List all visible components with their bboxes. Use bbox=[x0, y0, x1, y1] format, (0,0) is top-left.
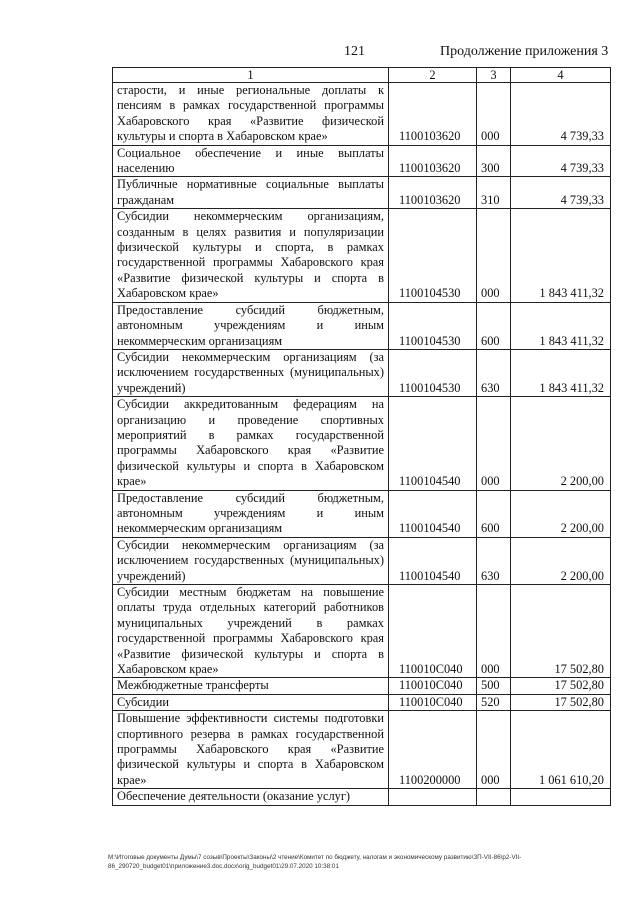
table-row bbox=[113, 209, 611, 302]
row-type: 630 bbox=[477, 349, 511, 396]
row-code: 1100103620 bbox=[389, 145, 477, 177]
table-row bbox=[113, 678, 611, 694]
row-name: Повышение эффективности системы подготовки спортивного резерва в рамках государственной программы Хабаровского края «Развитие физической культуры и спорта в Хабаровском крае» bbox=[113, 711, 389, 789]
row-type: 600 bbox=[477, 490, 511, 537]
column-header-4: 4 bbox=[511, 68, 611, 83]
row-name: Предоставление субсидий бюджетным, автономным учреждениям и иным некоммерческим организациям bbox=[113, 490, 389, 537]
row-amount: 1 843 411,32 bbox=[511, 349, 611, 396]
page-number: 121 bbox=[344, 44, 365, 59]
row-type: 000 bbox=[477, 397, 511, 490]
row-type: 000 bbox=[477, 83, 511, 146]
table-row bbox=[113, 694, 611, 710]
row-code bbox=[389, 789, 477, 805]
table-row bbox=[113, 302, 611, 349]
row-type: 000 bbox=[477, 585, 511, 678]
table-row bbox=[113, 83, 611, 146]
row-amount: 2 200,00 bbox=[511, 490, 611, 537]
row-amount: 2 200,00 bbox=[511, 397, 611, 490]
column-header-3: 3 bbox=[477, 68, 511, 83]
row-type: 520 bbox=[477, 694, 511, 710]
page-header bbox=[0, 44, 640, 64]
table-row bbox=[113, 145, 611, 177]
row-amount: 1 061 610,20 bbox=[511, 711, 611, 789]
table-row bbox=[113, 585, 611, 678]
table-row bbox=[113, 537, 611, 584]
row-code: 1100104540 bbox=[389, 397, 477, 490]
table-row bbox=[113, 349, 611, 396]
row-code: 1100103620 bbox=[389, 177, 477, 209]
row-name: Субсидии некоммерческим организациям, созданным в целях развития и популяризации физической культуры и спорта, в рамках государственной программы Хабаровского края «Развитие физической культуры и спорта в Хабаровском крае» bbox=[113, 209, 389, 302]
table-row bbox=[113, 789, 611, 805]
row-code: 1100104540 bbox=[389, 537, 477, 584]
table-row bbox=[113, 177, 611, 209]
row-amount: 4 739,33 bbox=[511, 83, 611, 146]
row-amount: 1 843 411,32 bbox=[511, 302, 611, 349]
row-code: 110010С040 bbox=[389, 694, 477, 710]
appendix-continuation-label: Продолжение приложения 3 bbox=[440, 44, 609, 59]
row-code: 1100104530 bbox=[389, 302, 477, 349]
row-code: 1100200000 bbox=[389, 711, 477, 789]
row-type: 500 bbox=[477, 678, 511, 694]
row-code: 1100104530 bbox=[389, 349, 477, 396]
table-row bbox=[113, 397, 611, 490]
table-row bbox=[113, 490, 611, 537]
row-type: 310 bbox=[477, 177, 511, 209]
row-code: 110010С040 bbox=[389, 678, 477, 694]
column-number-row bbox=[113, 68, 611, 83]
row-type: 300 bbox=[477, 145, 511, 177]
table-row bbox=[113, 711, 611, 789]
row-code: 1100103620 bbox=[389, 83, 477, 146]
row-code: 1100104540 bbox=[389, 490, 477, 537]
row-type: 000 bbox=[477, 711, 511, 789]
row-name: Субсидии аккредитованным федерациям на организацию и проведение спортивных мероприятий в рамках государственной программы Хабаровского края «Развитие физической культуры и спорта в Хабаровском крае» bbox=[113, 397, 389, 490]
row-amount: 2 200,00 bbox=[511, 537, 611, 584]
row-name: старости, и иные региональные доплаты к пенсиям в рамках государственной программы Хабаровского края «Развитие физической культуры и спорта в Хабаровском крае» bbox=[113, 83, 389, 146]
document-file-path-footer: M:\Итоговые документы Думы\7 созыв\Проекты\Законы\2 чтение\Комитет по бюджету, налогам и экономическому развитию\ЗП-VII-86\р2-VII-86_290720_budget01\приложение3.doc.docx\orig_budget01\29.07.2020 10:38:01 bbox=[108, 854, 522, 870]
row-amount: 17 502,80 bbox=[511, 585, 611, 678]
row-amount: 4 739,33 bbox=[511, 177, 611, 209]
row-name: Субсидии некоммерческим организациям (за исключением государственных (муниципальных) учреждений) bbox=[113, 537, 389, 584]
budget-table bbox=[112, 67, 611, 806]
row-type: 000 bbox=[477, 209, 511, 302]
column-header-1: 1 bbox=[113, 68, 389, 83]
row-type: 600 bbox=[477, 302, 511, 349]
row-type: 630 bbox=[477, 537, 511, 584]
row-amount: 4 739,33 bbox=[511, 145, 611, 177]
row-amount bbox=[511, 789, 611, 805]
row-name: Обеспечение деятельности (оказание услуг) bbox=[113, 789, 389, 805]
row-name: Социальное обеспечение и иные выплаты населению bbox=[113, 145, 389, 177]
row-amount: 17 502,80 bbox=[511, 678, 611, 694]
row-type bbox=[477, 789, 511, 805]
row-amount: 17 502,80 bbox=[511, 694, 611, 710]
row-code: 110010С040 bbox=[389, 585, 477, 678]
row-name: Субсидии некоммерческим организациям (за исключением государственных (муниципальных) учреждений) bbox=[113, 349, 389, 396]
row-name: Субсидии bbox=[113, 694, 389, 710]
row-code: 1100104530 bbox=[389, 209, 477, 302]
column-header-2: 2 bbox=[389, 68, 477, 83]
row-name: Субсидии местным бюджетам на повышение оплаты труда отдельных категорий работников муниципальных учреждений в рамках государственной программы Хабаровского края «Развитие физической культуры и спорта в Хабаровском крае» bbox=[113, 585, 389, 678]
row-name: Предоставление субсидий бюджетным, автономным учреждениям и иным некоммерческим организациям bbox=[113, 302, 389, 349]
row-name: Публичные нормативные социальные выплаты гражданам bbox=[113, 177, 389, 209]
row-name: Межбюджетные трансферты bbox=[113, 678, 389, 694]
row-amount: 1 843 411,32 bbox=[511, 209, 611, 302]
